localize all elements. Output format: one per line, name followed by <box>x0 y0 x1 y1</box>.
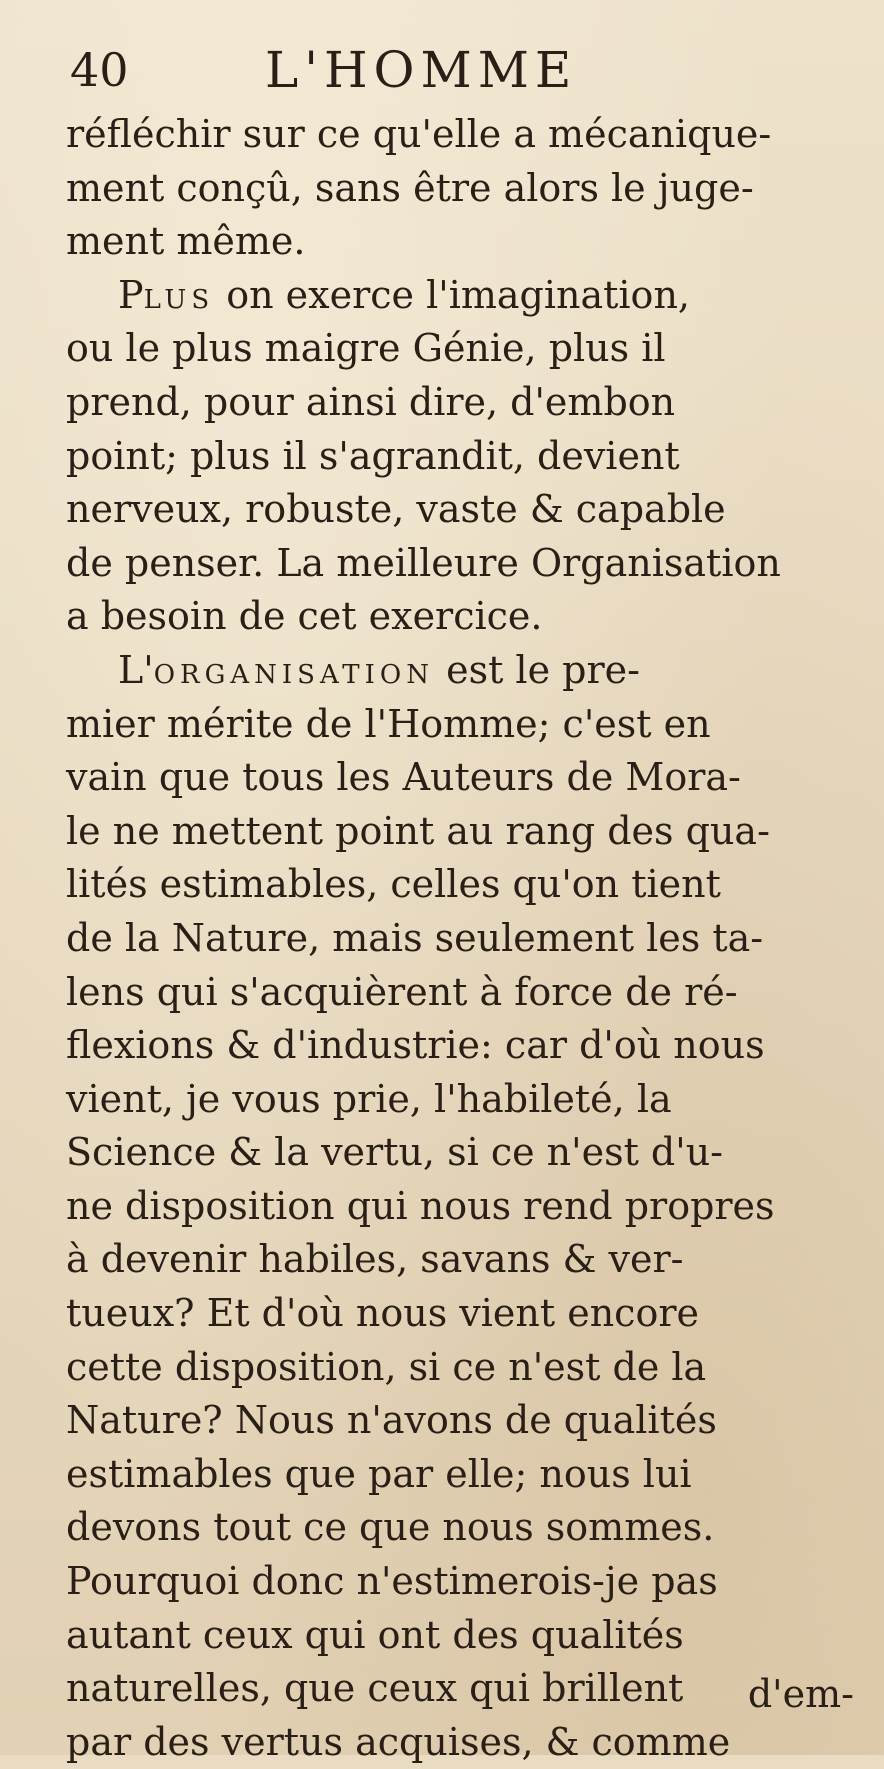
text-line <box>66 1126 862 1180</box>
text-line <box>66 966 862 1020</box>
text-line <box>66 1662 862 1716</box>
text-segment: ment conçû, sans être alors le juge- <box>66 165 754 210</box>
text-segment: vain que tous les Auteurs de Mora- <box>66 755 741 800</box>
text-line <box>66 1073 862 1127</box>
text-line <box>66 644 862 698</box>
text-line <box>66 1448 862 1502</box>
text-segment: lités estimables, celles qu'on tient <box>66 862 721 907</box>
text-line <box>66 1394 862 1448</box>
text-line <box>66 162 862 216</box>
text-segment: le ne mettent point au rang des qua- <box>66 808 770 853</box>
text-segment: point; plus il s'agrandit, devient <box>66 433 680 478</box>
text-segment: cette disposition, si ce n'est de la <box>66 1344 707 1389</box>
text-segment: mier mérite de l'Homme; c'est en <box>66 701 711 746</box>
text-line <box>66 590 862 644</box>
text-line <box>66 1180 862 1234</box>
text-segment: naturelles, que ceux qui brillent <box>66 1666 684 1711</box>
text-segment: ou le plus maigre Génie, plus il <box>66 326 666 371</box>
text-line <box>66 1609 862 1663</box>
text-segment: vient, je vous prie, l'habileté, la <box>66 1076 672 1121</box>
text-line <box>66 805 862 859</box>
text-segment: a besoin de cet exercice. <box>66 594 543 639</box>
text-line <box>66 215 862 269</box>
text-segment: Nature? Nous n'avons de qualités <box>66 1398 717 1443</box>
text-line <box>66 1233 862 1287</box>
text-line <box>66 537 862 591</box>
text-segment: devons tout ce que nous sommes. <box>66 1505 715 1550</box>
text-segment: ment même. <box>66 219 306 264</box>
text-line <box>66 483 862 537</box>
text-segment: estimables que par elle; nous lui <box>66 1451 692 1496</box>
text-line <box>66 322 862 376</box>
text-line <box>66 858 862 912</box>
text-segment: est le pre- <box>434 647 640 692</box>
text-segment: flexions & d'industrie: car d'où nous <box>66 1023 765 1068</box>
text-segment: prend, pour ainsi dire, d'embon <box>66 379 676 424</box>
text-segment: P <box>118 272 144 317</box>
page-header <box>70 40 710 100</box>
body-text <box>66 108 862 1769</box>
text-segment: on exerce l'imagination, <box>214 272 690 317</box>
text-segment: autant ceux qui ont des qualités <box>66 1612 684 1657</box>
text-segment: réfléchir sur ce qu'elle a mécanique- <box>66 112 772 156</box>
text-line <box>66 1716 862 1769</box>
text-line <box>66 1287 862 1341</box>
text-segment: tueux? Et d'où nous vient encore <box>66 1291 699 1336</box>
text-line <box>66 1341 862 1395</box>
text-segment: lens qui s'acquièrent à force de ré- <box>66 969 738 1014</box>
small-caps-text: ORGANISATION <box>153 659 434 690</box>
page-number: 40 <box>70 43 129 97</box>
text-line <box>66 698 862 752</box>
text-segment: de penser. La meilleure Organisation <box>66 540 781 585</box>
text-line <box>66 430 862 484</box>
text-segment: de la Nature, mais seulement les ta- <box>66 915 764 960</box>
small-caps-text: LUS <box>143 284 215 315</box>
text-line <box>66 108 862 162</box>
text-segment: L' <box>118 647 154 692</box>
text-line <box>66 1501 862 1555</box>
text-segment: Pourquoi donc n'estimerois-je pas <box>66 1559 718 1604</box>
text-line <box>66 376 862 430</box>
text-segment: Science & la vertu, si ce n'est d'u- <box>66 1130 724 1175</box>
text-line <box>66 1555 862 1609</box>
catchword: d'em- <box>747 1672 854 1716</box>
text-segment: ne disposition qui nous rend propres <box>66 1183 775 1228</box>
text-line <box>66 912 862 966</box>
text-line <box>66 269 862 323</box>
text-line <box>66 1019 862 1073</box>
text-segment: à devenir habiles, savans & ver- <box>66 1237 684 1282</box>
text-line <box>66 751 862 805</box>
text-segment: par des vertus acquises, & comme <box>66 1719 731 1764</box>
running-head: L'HOMME <box>265 41 578 99</box>
text-segment: nerveux, robuste, vaste & capable <box>66 487 726 532</box>
